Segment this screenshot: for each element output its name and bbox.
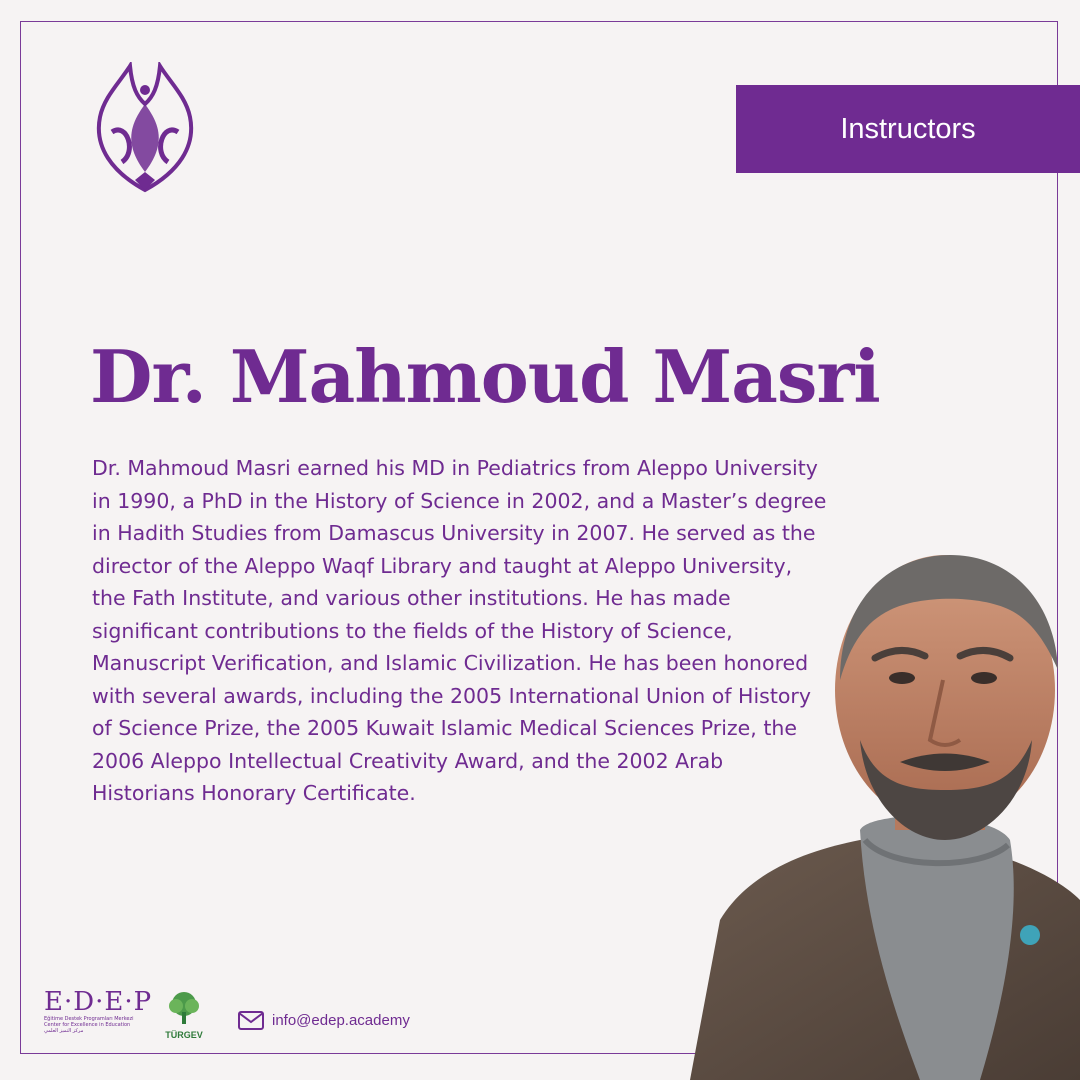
calligraphy-emblem-icon (92, 62, 198, 196)
contact-email[interactable] (238, 1011, 410, 1030)
envelope-icon (238, 1011, 264, 1030)
instructor-bio: Dr. Mahmoud Masri earned his MD in Pediatrics from Aleppo University in 1990, a PhD in the History of Science in 2002, and a Master’s degree in Hadith Studies from Damascus University in 2007. He served as the director of the Aleppo Waqf Library and taught at Aleppo University, the Fath Institute, and various other institutions. He has made significant contributions to the fields of the History of Science, Manuscript Verification, and Islamic Civilization. He has been honored with several awards, including the 2005 International Union of History of Science Prize, the 2005 Kuwait Islamic Medical Sciences Prize, the 2006 Aleppo Intellectual Creativity Award, and the 2002 Arab Historians Honorary Certificate. (92, 456, 827, 805)
edep-logo (44, 987, 153, 1044)
edep-logo-letters: E·D·E·P (44, 987, 153, 1017)
instructor-name: Dr. Mahmoud Masri (90, 334, 880, 419)
tree-icon (164, 990, 204, 1026)
edep-logo-line3: مركز التميز العلمي (44, 1028, 84, 1034)
contact-email-text[interactable]: info@edep.academy (272, 1012, 410, 1029)
turgev-logo-name: TÜRGEV (165, 1030, 203, 1040)
section-badge (736, 85, 1080, 173)
edep-logo-line2: Center for Excellence in Education (44, 1022, 131, 1028)
instructor-portrait (690, 540, 1080, 1080)
edep-logo-line1: Eğitime Destek Programları Merkezi (44, 1016, 134, 1022)
turgev-logo (162, 990, 206, 1046)
section-badge-label: Instructors (840, 112, 976, 145)
